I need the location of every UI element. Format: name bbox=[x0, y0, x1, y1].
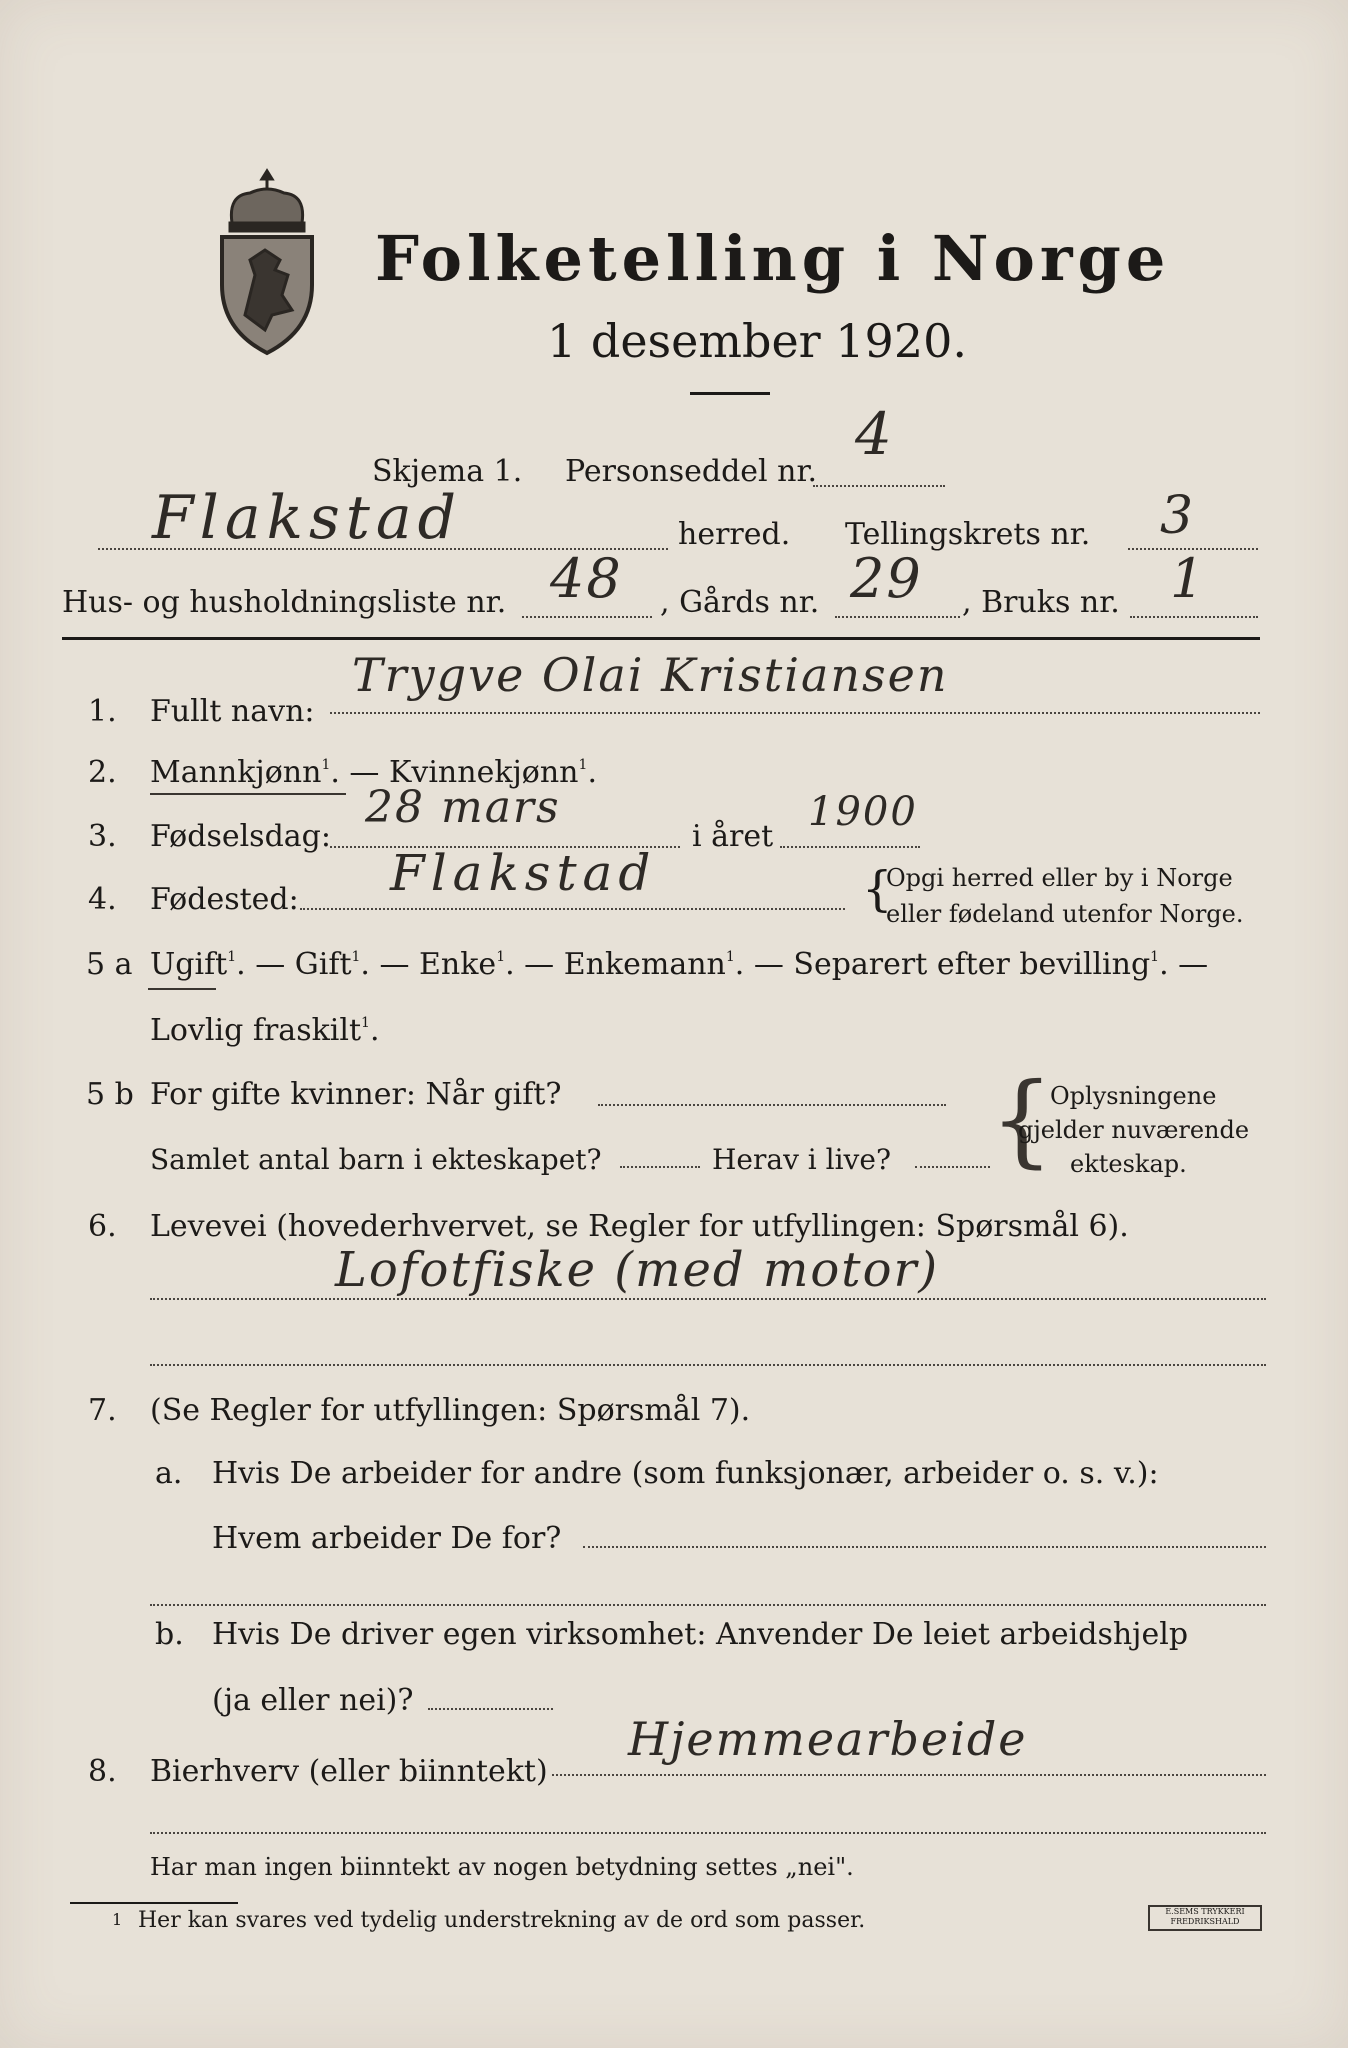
q7b-line bbox=[428, 1708, 553, 1710]
q6-line-1 bbox=[150, 1298, 1266, 1300]
gards-value[interactable]: 29 bbox=[850, 547, 923, 610]
printer-stamp: E.SEMS TRYKKERI FREDRIKSHALD bbox=[1148, 1905, 1262, 1931]
full-name-value[interactable]: Trygve Olai Kristiansen bbox=[352, 648, 949, 702]
q8-line-2 bbox=[150, 1832, 1266, 1834]
q4-line bbox=[300, 908, 845, 910]
q5b-line-2 bbox=[620, 1166, 700, 1168]
q5b-label-children: Samlet antal barn i ekteskapet? bbox=[150, 1143, 602, 1176]
footnote-rule bbox=[70, 1902, 238, 1904]
mannkjonn-option[interactable]: Mannkjønn bbox=[150, 755, 322, 790]
census-date: 1 desember 1920. bbox=[547, 314, 967, 368]
q4-label: Fødested: bbox=[150, 882, 299, 917]
q2-options: Mannkjønn$^1$. — Kvinnekjønn$^1$. bbox=[150, 755, 597, 790]
hus-value[interactable]: 48 bbox=[550, 547, 623, 610]
personseddel-label: Personseddel nr. bbox=[565, 454, 818, 489]
q6-number: 6. bbox=[88, 1209, 117, 1244]
hus-label: Hus- og husholdningsliste nr. bbox=[62, 585, 507, 620]
header-divider bbox=[62, 637, 1260, 640]
enke-option[interactable]: Enke bbox=[419, 947, 497, 982]
year-label: i året bbox=[692, 819, 774, 854]
q5b-line-1 bbox=[598, 1104, 946, 1106]
bruks-line bbox=[1130, 616, 1258, 618]
occupation-value[interactable]: Lofotfiske (med motor) bbox=[335, 1242, 940, 1298]
gift-option[interactable]: Gift bbox=[294, 947, 352, 982]
schema-label: Skjema 1. bbox=[372, 454, 523, 489]
bruks-label: , Bruks nr. bbox=[962, 585, 1120, 620]
tellingskrets-value[interactable]: 3 bbox=[1160, 486, 1196, 546]
q6-label: Levevei (hovederhvervet, se Regler for utfyllingen: Spørsmål 6). bbox=[150, 1209, 1129, 1244]
lovlig-option: Lovlig fraskilt$^1$. bbox=[150, 1013, 380, 1048]
separert-option[interactable]: Separert efter bevilling bbox=[793, 947, 1151, 982]
gards-label: , Gårds nr. bbox=[660, 585, 820, 620]
mannkjonn-underline bbox=[150, 793, 346, 795]
q8-label: Bierhverv (eller biinntekt) bbox=[150, 1754, 548, 1789]
q5a-options: Ugift$^1$. — Gift$^1$. — Enke$^1$. — Enkemann$^1$. — Separert efter bevilling$^1$. — bbox=[150, 947, 1209, 982]
q2-number: 2. bbox=[88, 755, 117, 790]
q5b-line-3 bbox=[915, 1166, 990, 1168]
tellingskrets-label: Tellingskrets nr. bbox=[845, 517, 1091, 552]
footnote-mark: 1 bbox=[112, 1910, 123, 1929]
q7-label: (Se Regler for utfyllingen: Spørsmål 7). bbox=[150, 1393, 751, 1428]
q7a-line-1 bbox=[583, 1546, 1266, 1548]
ugift-underline bbox=[148, 988, 216, 990]
q5b-note-1: Oplysningene bbox=[1050, 1082, 1217, 1110]
q5b-label-alive: Herav i live? bbox=[712, 1143, 891, 1176]
q5a-number: 5 a bbox=[86, 947, 133, 982]
q7b-label: Hvis De driver egen virksomhet: Anvender De leiet arbeidshjelp bbox=[212, 1617, 1189, 1652]
personseddel-value[interactable]: 4 bbox=[855, 400, 894, 468]
biinntekt-note: Har man ingen biinntekt av nogen betydning settes „nei". bbox=[150, 1853, 854, 1881]
q5b-note-3: ekteskap. bbox=[1070, 1150, 1187, 1178]
q1-label: Fullt navn: bbox=[150, 694, 315, 729]
q5b-brace: { bbox=[990, 1061, 1054, 1178]
hus-line bbox=[522, 616, 652, 618]
q4-note-2: eller fødeland utenfor Norge. bbox=[886, 900, 1244, 928]
q7a-label: Hvis De arbeider for andre (som funksjonær, arbeider o. s. v.): bbox=[212, 1456, 1159, 1491]
q4-number: 4. bbox=[88, 882, 117, 917]
enkemann-option[interactable]: Enkemann bbox=[563, 947, 726, 982]
q7b-question: (ja eller nei)? bbox=[212, 1683, 414, 1718]
year-line bbox=[780, 846, 920, 848]
q5b-label-married: For gifte kvinner: Når gift? bbox=[150, 1077, 562, 1112]
q8-number: 8. bbox=[88, 1754, 117, 1789]
q4-note-1: Opgi herred eller by i Norge bbox=[886, 864, 1233, 892]
q7a-line-2 bbox=[150, 1604, 1266, 1606]
kvinnekjonn-option[interactable]: Kvinnekjønn bbox=[388, 755, 579, 790]
q7a-question: Hvem arbeider De for? bbox=[212, 1521, 562, 1556]
footnote-text: Her kan svares ved tydelig understrekning av de ord som passer. bbox=[138, 1908, 866, 1933]
q1-line bbox=[330, 712, 1260, 714]
title-rule bbox=[690, 392, 770, 395]
q1-number: 1. bbox=[88, 694, 117, 729]
birth-year-value[interactable]: 1900 bbox=[808, 789, 918, 835]
birthplace-value[interactable]: Flakstad bbox=[390, 844, 657, 902]
herred-value[interactable]: Flakstad bbox=[152, 483, 463, 553]
q7b-letter: b. bbox=[155, 1617, 184, 1652]
q5b-number: 5 b bbox=[86, 1077, 134, 1112]
ugift-option[interactable]: Ugift bbox=[150, 947, 228, 982]
q8-line-1 bbox=[552, 1774, 1266, 1776]
q7a-letter: a. bbox=[155, 1456, 183, 1491]
norwegian-coat-of-arms-icon bbox=[210, 165, 325, 360]
q5b-note-2: gjelder nuværende bbox=[1018, 1116, 1250, 1144]
personseddel-line bbox=[813, 485, 945, 487]
birth-date-value[interactable]: 28 mars bbox=[365, 782, 561, 833]
gards-line bbox=[835, 616, 960, 618]
form-title: Folketelling i Norge bbox=[375, 222, 1171, 295]
q4-brace: { bbox=[862, 861, 893, 917]
secondary-income-value[interactable]: Hjemmearbeide bbox=[628, 1712, 1028, 1766]
bruks-value[interactable]: 1 bbox=[1170, 547, 1207, 610]
q7-number: 7. bbox=[88, 1393, 117, 1428]
q3-number: 3. bbox=[88, 819, 117, 854]
herred-label: herred. bbox=[678, 517, 791, 552]
q3-label: Fødselsdag: bbox=[150, 819, 331, 854]
q6-line-2 bbox=[150, 1364, 1266, 1366]
